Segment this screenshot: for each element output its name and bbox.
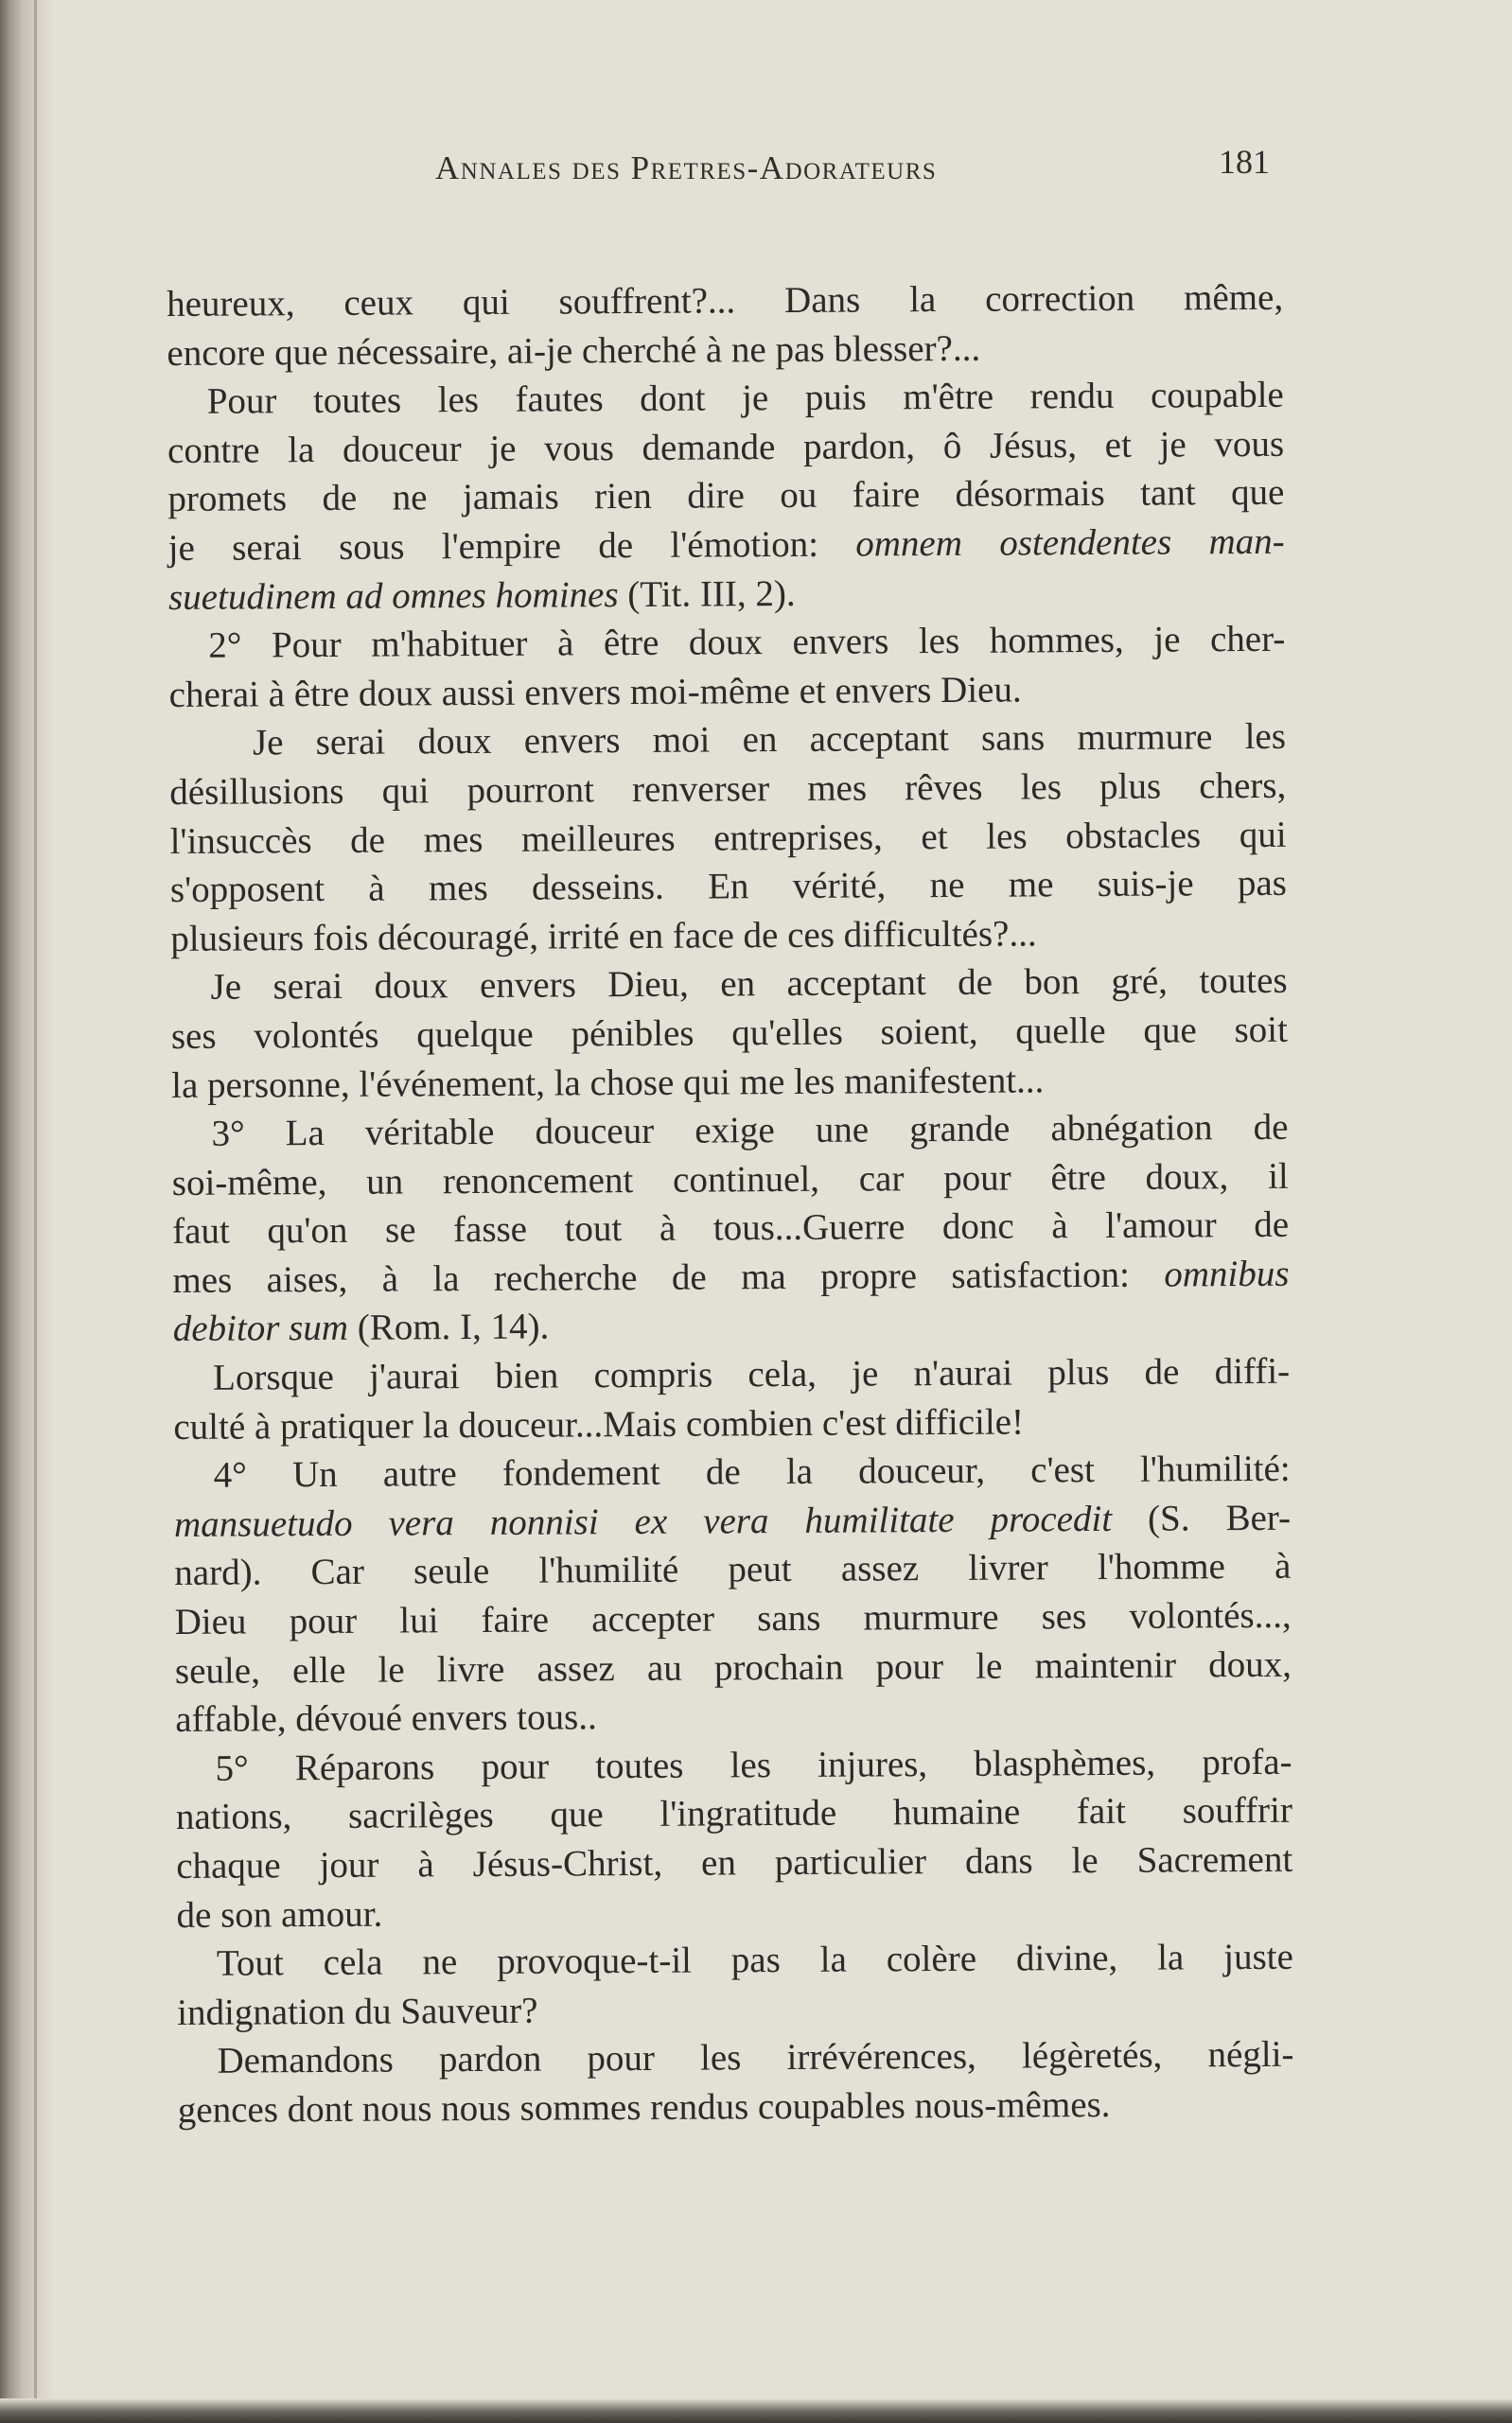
text-segment: l'insuccès de mes meilleures entreprises, et les obstacles qui bbox=[169, 814, 1287, 862]
text-segment: Je serai doux envers moi en acceptant sans murmure les bbox=[252, 716, 1287, 764]
text-segment: Je serai doux envers Dieu, en acceptant de bon gré, toutes bbox=[210, 960, 1288, 1009]
text-line bbox=[174, 1494, 1291, 1550]
text-segment: 3° La véritable douceur exige une grande abnégation de bbox=[211, 1106, 1289, 1154]
text-segment: plusieurs fois découragé, irrité en face de ces difficultés?... bbox=[170, 913, 1037, 959]
page-gutter-line bbox=[34, 0, 37, 2423]
text-line bbox=[169, 664, 1286, 720]
text-segment: 5° Réparons pour toutes les injures, blasphèmes, profa- bbox=[215, 1741, 1292, 1789]
text-segment: ses volontés quelque pénibles qu'elles soient, quelle que soit bbox=[170, 1009, 1288, 1057]
text-segment: Tout cela ne provoque-t-il pas la colère divine, la juste bbox=[216, 1936, 1293, 1984]
text-segment: seule, elle le livre assez au prochain pour le maintenir doux, bbox=[174, 1643, 1292, 1692]
text-line bbox=[167, 420, 1284, 476]
text-segment: Pour toutes les fautes dont je puis m'être rendu coupable bbox=[206, 374, 1284, 422]
text-line bbox=[170, 907, 1287, 963]
text-line bbox=[175, 1591, 1292, 1647]
text-line bbox=[169, 712, 1286, 768]
text-segment: Lorsque j'aurai bien compris cela, je n'aurai plus de diffi- bbox=[212, 1350, 1291, 1398]
running-header bbox=[170, 142, 1277, 199]
text-line bbox=[171, 1006, 1288, 1062]
text-segment: encore que nécessaire, ai-je cherché à ne pas blesser?... bbox=[167, 327, 981, 374]
text-line bbox=[169, 762, 1286, 817]
text-line bbox=[175, 1640, 1292, 1695]
text-line bbox=[167, 371, 1284, 427]
text-line bbox=[172, 1250, 1289, 1306]
text-line bbox=[177, 2030, 1293, 2086]
text-segment: nard). Car seule l'humilité peut assez livrer l'homme à bbox=[174, 1546, 1292, 1594]
text-line bbox=[170, 859, 1287, 915]
body-text bbox=[167, 273, 1294, 2135]
text-segment: je serai sous l'empire de l'émotion: bbox=[167, 523, 856, 569]
text-line bbox=[168, 615, 1285, 671]
text-segment: (S. Ber- bbox=[1111, 1497, 1292, 1539]
text-segment: la personne, l'événement, la chose qui me les manifestent... bbox=[171, 1059, 1045, 1106]
text-line bbox=[172, 1151, 1289, 1207]
italic-text: mansuetudo vera nonnisi ex vera humilitate procedit bbox=[173, 1498, 1113, 1545]
text-segment: s'opposent à mes desseins. En vérité, ne me suis-je pas bbox=[169, 862, 1288, 911]
text-segment: gences dont nous nous sommes rendus coupables nous-mêmes. bbox=[177, 2083, 1111, 2131]
text-segment: cherai à être doux aussi envers moi-même et envers Dieu. bbox=[168, 669, 1022, 715]
text-line bbox=[167, 322, 1283, 377]
text-line bbox=[173, 1347, 1290, 1403]
text-line bbox=[167, 468, 1284, 524]
text-line bbox=[176, 1835, 1292, 1891]
text-segment: Demandons pardon pour les irrévérences, légèretés, négli- bbox=[217, 2034, 1294, 2082]
text-line bbox=[170, 957, 1287, 1012]
text-segment: soi-même, un renoncement continuel, car pour être doux, il bbox=[171, 1155, 1289, 1203]
text-segment: chaque jour à Jésus-Christ, en particulier dans le Sacrement bbox=[176, 1838, 1293, 1887]
text-segment: (Rom. I, 14). bbox=[347, 1307, 550, 1349]
text-segment: nations, sacrilèges que l'ingratitude humaine fait souffrir bbox=[175, 1790, 1293, 1838]
text-line bbox=[176, 1884, 1292, 1940]
text-line bbox=[167, 273, 1283, 329]
text-line bbox=[171, 1054, 1288, 1110]
italic-text: debitor sum bbox=[172, 1308, 349, 1350]
text-segment: culté à pratiquer la douceur...Mais combien c'est difficile! bbox=[173, 1401, 1025, 1448]
text-line bbox=[177, 1982, 1293, 2038]
text-segment: (Tit. III, 2). bbox=[618, 572, 796, 615]
text-line bbox=[172, 1201, 1289, 1256]
text-segment: désillusions qui pourront renverser mes rêves les plus chers, bbox=[169, 764, 1287, 813]
text-line bbox=[178, 2080, 1294, 2135]
text-segment: heureux, ceux qui souffrent?... Dans la correction même, bbox=[167, 276, 1284, 325]
page-bottom-edge bbox=[0, 2398, 1512, 2423]
text-segment: mes aises, à la recherche de ma propre satisfaction: bbox=[172, 1254, 1165, 1301]
text-segment: faut qu'on se fasse tout à tous...Guerre donc à l'amour de bbox=[172, 1204, 1290, 1253]
text-line bbox=[173, 1396, 1290, 1451]
text-segment: Dieu pour lui faire accepter sans murmure ses volontés..., bbox=[174, 1594, 1292, 1643]
italic-text: suetudinem ad omnes homines bbox=[167, 573, 619, 618]
text-segment: promets de ne jamais rien dire ou faire désormais tant que bbox=[167, 472, 1285, 520]
text-line bbox=[168, 566, 1285, 622]
text-segment: 2° Pour m'habituer à être doux envers les hommes, je cher- bbox=[208, 618, 1286, 666]
text-segment: affable, dévoué envers tous.. bbox=[175, 1696, 597, 1741]
text-line bbox=[174, 1542, 1291, 1598]
text-line bbox=[173, 1298, 1290, 1354]
text-line bbox=[171, 1103, 1288, 1159]
text-line bbox=[174, 1445, 1291, 1501]
running-title: Annales des Pretres-Adorateurs bbox=[435, 149, 938, 186]
page-number: 181 bbox=[1219, 143, 1270, 181]
text-line bbox=[169, 810, 1286, 866]
text-line bbox=[176, 1786, 1292, 1842]
text-segment: indignation du Sauveur? bbox=[177, 1990, 538, 2033]
text-segment: de son amour. bbox=[176, 1893, 383, 1936]
text-segment: contre la douceur je vous demande pardon, ô Jésus, et je vous bbox=[167, 423, 1285, 471]
text-line bbox=[175, 1738, 1292, 1794]
text-line bbox=[168, 518, 1285, 573]
page-binding-shadow bbox=[0, 0, 55, 2423]
text-line bbox=[175, 1689, 1292, 1745]
italic-text: omnibus bbox=[1164, 1253, 1290, 1295]
italic-text: omnem ostendentes man- bbox=[855, 520, 1285, 565]
text-line bbox=[177, 1933, 1293, 1989]
text-segment: 4° Un autre fondement de la douceur, c'est l'humilité: bbox=[213, 1449, 1291, 1496]
